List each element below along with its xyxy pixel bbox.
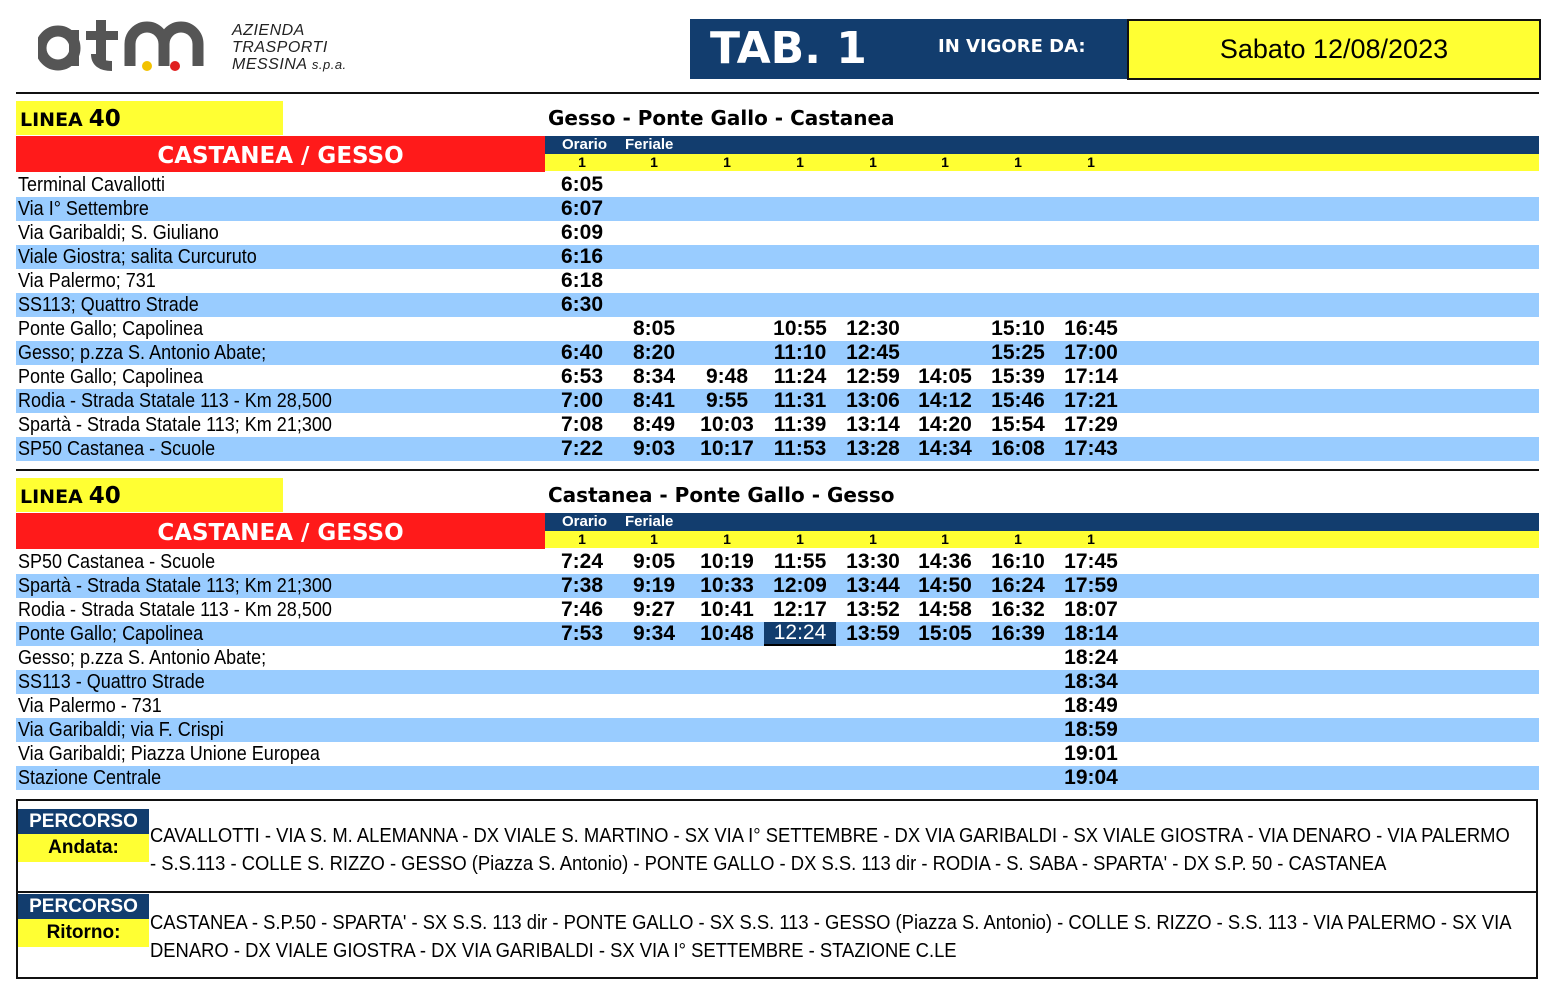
run-marker: 1 [1014, 154, 1022, 170]
stop-name: SS113 - Quattro Strade [18, 671, 205, 693]
time-cell: 18:49 [1064, 694, 1118, 717]
time-cell: 7:24 [560, 550, 604, 573]
time-cell: 6:07 [560, 197, 604, 220]
time-cell: 7:53 [560, 622, 604, 645]
table-row [16, 574, 1539, 598]
run-marker: 1 [1087, 531, 1095, 547]
run-marker: 1 [578, 531, 586, 547]
orario-label: Orario [562, 136, 608, 153]
section-divider [16, 469, 1539, 471]
time-cell: 11:31 [773, 389, 827, 412]
time-cell: 17:14 [1064, 365, 1118, 388]
time-cell: 14:36 [918, 550, 972, 573]
time-cell: 19:04 [1064, 766, 1118, 789]
table-row [16, 694, 1539, 718]
time-cell: 10:48 [700, 622, 754, 645]
time-cell: 12:45 [846, 341, 900, 364]
linea-text: LINEA [20, 486, 83, 508]
run-marker: 1 [941, 154, 949, 170]
time-cell-selected[interactable]: 12:24 [764, 622, 836, 646]
table-row [16, 413, 1539, 437]
time-cell: 9:05 [632, 550, 676, 573]
time-cell: 15:10 [991, 317, 1045, 340]
time-cell: 17:21 [1064, 389, 1118, 412]
time-cell: 14:58 [918, 598, 972, 621]
percorso-andata-line-1: CAVALLOTTI - VIA S. M. ALEMANNA - DX VIALE S. MARTINO - SX VIA I° SETTEMBRE - DX VIA GARIBALDI - SX VIALE GIOSTRA - VIA DENARO - VIA PALERMO [150, 825, 1510, 847]
time-cell: 18:34 [1064, 670, 1118, 693]
header-divider [16, 92, 1539, 94]
stop-name: Via Garibaldi; S. Giuliano [18, 222, 219, 244]
time-cell: 9:03 [632, 437, 676, 460]
time-cell: 18:24 [1064, 646, 1118, 669]
company-line-1: AZIENDA [232, 22, 305, 39]
stop-name: Gesso; p.zza S. Antonio Abate; [18, 647, 267, 669]
time-cell: 17:59 [1064, 574, 1118, 597]
time-cell: 16:10 [991, 550, 1045, 573]
time-cell: 15:54 [991, 413, 1045, 436]
table-row [16, 245, 1539, 269]
run-marker: 1 [796, 531, 804, 547]
time-cell: 10:17 [700, 437, 754, 460]
stop-name: Spartà - Strada Statale 113; Km 21;300 [18, 575, 332, 597]
percorso-andata-sub: Andata: [18, 834, 149, 862]
table-row [16, 389, 1539, 413]
company-suffix: s.p.a. [311, 57, 347, 72]
run-marker: 1 [1087, 154, 1095, 170]
time-cell: 11:39 [773, 413, 827, 436]
table-row [16, 670, 1539, 694]
tab-title: TAB. 1 [710, 23, 867, 74]
time-cell: 13:44 [846, 574, 900, 597]
stop-name: Ponte Gallo; Capolinea [18, 366, 204, 388]
time-cell: 14:20 [918, 413, 972, 436]
time-cell: 13:30 [846, 550, 900, 573]
percorso-ritorno-line-1: CASTANEA - S.P.50 - SPARTA' - SX S.S. 113 dir - PONTE GALLO - SX S.S. 113 - GESSO (Piazza S. Antonio) - COLLE S. RIZZO - S.S. 113 - VIA PALERMO - SX VIA [150, 912, 1512, 934]
table-row [16, 173, 1539, 197]
time-cell: 13:14 [846, 413, 900, 436]
stop-name: Terminal Cavallotti [18, 174, 166, 196]
stop-name: Via I° Settembre [18, 198, 149, 220]
time-cell: 17:43 [1064, 437, 1118, 460]
time-cell: 8:41 [632, 389, 676, 412]
stop-name: Via Garibaldi; Piazza Unione Europea [18, 743, 320, 765]
tab-header [690, 19, 1127, 79]
time-cell: 9:48 [705, 365, 749, 388]
percorso-andata-label: PERCORSO [18, 809, 149, 834]
stop-name: Stazione Centrale [18, 767, 162, 789]
table-row [16, 766, 1539, 790]
table-row [16, 365, 1539, 389]
time-cell: 9:34 [632, 622, 676, 645]
time-cell: 14:50 [918, 574, 972, 597]
time-cell: 10:41 [700, 598, 754, 621]
route-title: Castanea - Ponte Gallo - Gesso [548, 483, 895, 507]
linea-text: LINEA [20, 109, 83, 131]
linea-number: 40 [88, 106, 121, 132]
stop-name: SS113; Quattro Strade [18, 294, 199, 316]
time-cell: 12:17 [773, 598, 827, 621]
time-cell: 12:09 [773, 574, 827, 597]
time-cell: 13:52 [846, 598, 900, 621]
run-marker: 1 [650, 154, 658, 170]
atm-logo-mark [38, 14, 228, 84]
run-marker: 1 [578, 154, 586, 170]
direction-bar: CASTANEA / GESSO [16, 513, 545, 549]
stop-name: SP50 Castanea - Scuole [18, 438, 216, 460]
time-cell: 10:03 [700, 413, 754, 436]
feriale-label: Feriale [625, 513, 674, 530]
company-line-3-text: MESSINA [232, 56, 307, 73]
time-cell: 17:29 [1064, 413, 1118, 436]
time-cell: 6:53 [560, 365, 604, 388]
stop-name: Gesso; p.zza S. Antonio Abate; [18, 342, 267, 364]
percorso-ritorno-label: PERCORSO [18, 894, 149, 919]
run-marker-bar [545, 531, 1539, 548]
direction-bar: CASTANEA / GESSO [16, 136, 545, 172]
run-marker: 1 [723, 154, 731, 170]
time-cell: 7:00 [560, 389, 604, 412]
time-cell: 6:09 [560, 221, 604, 244]
route-title: Gesso - Ponte Gallo - Castanea [548, 106, 895, 130]
time-cell: 15:25 [991, 341, 1045, 364]
stop-name: SP50 Castanea - Scuole [18, 551, 216, 573]
time-cell: 17:00 [1064, 341, 1118, 364]
time-cell: 16:08 [991, 437, 1045, 460]
time-cell: 8:34 [632, 365, 676, 388]
time-cell: 9:55 [705, 389, 749, 412]
linea-label [16, 101, 283, 135]
time-cell: 8:49 [632, 413, 676, 436]
table-row [16, 293, 1539, 317]
time-cell: 13:06 [846, 389, 900, 412]
stop-name: Ponte Gallo; Capolinea [18, 318, 204, 340]
percorso-ritorno-sub: Ritorno: [18, 919, 149, 947]
run-marker: 1 [869, 531, 877, 547]
stop-name: Spartà - Strada Statale 113; Km 21;300 [18, 414, 332, 436]
run-marker: 1 [723, 531, 731, 547]
time-cell: 15:39 [991, 365, 1045, 388]
run-marker: 1 [796, 154, 804, 170]
time-cell: 11:24 [773, 365, 827, 388]
time-cell: 12:59 [846, 365, 900, 388]
run-marker: 1 [941, 531, 949, 547]
time-cell: 11:55 [773, 550, 827, 573]
table-row [16, 437, 1539, 461]
run-marker: 1 [650, 531, 658, 547]
stop-name: Ponte Gallo; Capolinea [18, 623, 204, 645]
time-cell: 16:32 [991, 598, 1045, 621]
time-cell: 6:40 [560, 341, 604, 364]
time-cell: 7:22 [560, 437, 604, 460]
time-cell: 12:30 [846, 317, 900, 340]
table-row [16, 742, 1539, 766]
time-cell: 8:05 [632, 317, 676, 340]
time-cell: 8:20 [632, 341, 676, 364]
table-row [16, 550, 1539, 574]
percorso-divider [16, 891, 1538, 893]
table-row [16, 317, 1539, 341]
stop-name: Rodia - Strada Statale 113 - Km 28,500 [18, 599, 332, 621]
time-cell: 14:34 [918, 437, 972, 460]
time-cell: 16:45 [1064, 317, 1118, 340]
time-cell: 7:08 [560, 413, 604, 436]
time-cell: 6:05 [560, 173, 604, 196]
effective-date: Sabato 12/08/2023 [1127, 19, 1541, 80]
time-cell: 7:46 [560, 598, 604, 621]
linea-number: 40 [88, 483, 121, 509]
stop-name: Rodia - Strada Statale 113 - Km 28,500 [18, 390, 332, 412]
stop-name: Via Palermo - 731 [18, 695, 162, 717]
time-cell: 19:01 [1064, 742, 1118, 765]
time-cell: 6:16 [560, 245, 604, 268]
time-cell: 14:05 [918, 365, 972, 388]
time-cell: 11:53 [773, 437, 827, 460]
time-cell: 7:38 [560, 574, 604, 597]
time-cell: 13:28 [846, 437, 900, 460]
orario-bar [545, 136, 1539, 154]
run-marker: 1 [869, 154, 877, 170]
time-cell: 6:18 [560, 269, 604, 292]
time-cell: 16:24 [991, 574, 1045, 597]
run-marker-bar [545, 154, 1539, 171]
time-cell: 18:59 [1064, 718, 1118, 741]
time-cell: 18:07 [1064, 598, 1118, 621]
time-cell: 15:05 [918, 622, 972, 645]
time-cell: 18:14 [1064, 622, 1118, 645]
table-row [16, 221, 1539, 245]
orario-label: Orario [562, 513, 608, 530]
stop-name: Via Garibaldi; via F. Crispi [18, 719, 224, 741]
time-cell: 14:12 [918, 389, 972, 412]
time-cell: 10:55 [773, 317, 827, 340]
time-cell: 9:19 [632, 574, 676, 597]
table-row [16, 341, 1539, 365]
time-cell: 13:59 [846, 622, 900, 645]
linea-label [16, 478, 283, 512]
table-row [16, 598, 1539, 622]
company-line-3 [232, 56, 347, 73]
time-cell: 10:19 [700, 550, 754, 573]
percorso-ritorno-line-2: DENARO - DX VIALE GIOSTRA - DX VIA GARIBALDI - SX VIA I° SETTEMBRE - STAZIONE C.LE [150, 940, 957, 962]
table-row [16, 622, 1539, 646]
percorso-andata-line-2: - S.S.113 - COLLE S. RIZZO - GESSO (Piazza S. Antonio) - PONTE GALLO - DX S.S. 113 dir - RODIA - S. SABA - SPARTA' - DX S.P. 50 - CASTANEA [150, 853, 1387, 875]
table-row [16, 197, 1539, 221]
time-cell: 15:46 [991, 389, 1045, 412]
stop-name: Viale Giostra; salita Curcuruto [18, 246, 257, 268]
time-cell: 11:10 [773, 341, 827, 364]
in-vigore-label: IN VIGORE DA: [938, 36, 1086, 57]
company-name [232, 22, 347, 73]
time-cell: 17:45 [1064, 550, 1118, 573]
time-cell: 9:27 [632, 598, 676, 621]
time-cell: 6:30 [560, 293, 604, 316]
table-row [16, 269, 1539, 293]
feriale-label: Feriale [625, 136, 674, 153]
stop-name: Via Palermo; 731 [18, 270, 156, 292]
time-cell: 16:39 [991, 622, 1045, 645]
table-row [16, 646, 1539, 670]
run-marker: 1 [1014, 531, 1022, 547]
orario-bar [545, 513, 1539, 531]
company-line-2: TRASPORTI [232, 39, 328, 56]
table-row [16, 718, 1539, 742]
time-cell: 10:33 [700, 574, 754, 597]
